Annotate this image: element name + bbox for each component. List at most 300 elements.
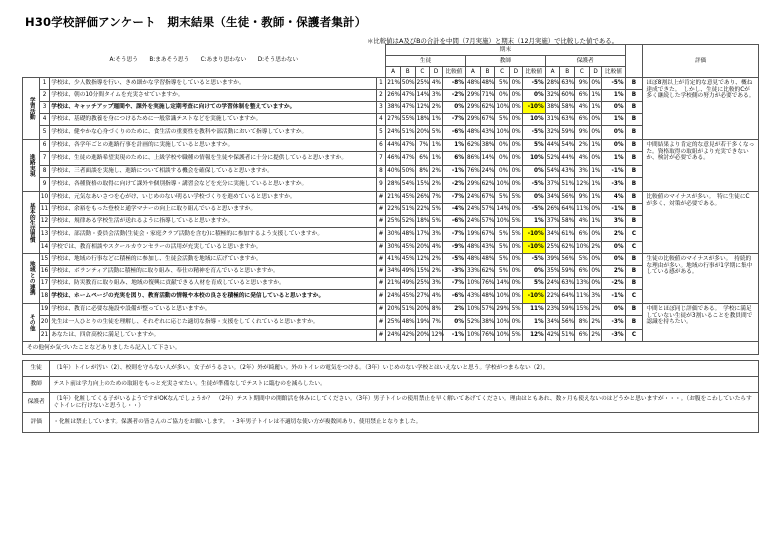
teacher-percent: 10% bbox=[495, 102, 510, 114]
teacher-percent: 48% bbox=[465, 242, 480, 254]
parent-percent: 39% bbox=[545, 254, 560, 266]
teacher-percent: 0% bbox=[510, 290, 523, 304]
teacher-percent: 24% bbox=[465, 192, 480, 204]
parent-percent: 0% bbox=[589, 114, 602, 126]
student-comparison: -4% bbox=[442, 204, 465, 216]
row-index: # bbox=[376, 204, 385, 216]
results-table bbox=[22, 44, 759, 433]
question-text: 学校は、各学年ごとの進路行事を計画的に実施していると思いますか。 bbox=[50, 140, 376, 152]
question-text: 学校は、朝の10分間タイムを充実させていますか。 bbox=[50, 90, 376, 102]
student-percent: 25% bbox=[386, 216, 401, 228]
teacher-percent: 0% bbox=[495, 166, 510, 178]
category-label: 基本的生活習慣 bbox=[23, 192, 40, 254]
parent-percent: 4% bbox=[575, 102, 590, 114]
student-percent: 2% bbox=[430, 166, 443, 178]
parent-percent: 0% bbox=[589, 266, 602, 278]
student-percent: 20% bbox=[415, 126, 430, 140]
parent-percent: 3% bbox=[589, 290, 602, 304]
teacher-percent: 29% bbox=[465, 102, 480, 114]
question-text: 学校は、防災教育に取り組み、地域の復興に貢献できる人材を育成していると思いますか。 bbox=[50, 278, 376, 290]
student-percent: 5% bbox=[430, 126, 443, 140]
feedback-text: （1年）トイレが汚い（2）、校則を守らない人が多い。女子がうるさい。（2年）外が綺麗い。外のトイレの電気をつける。（3年）いじめのない学校とはいえないと思う。学校がつまらない（2）。 bbox=[50, 361, 759, 377]
parent-percent: 54% bbox=[560, 140, 575, 152]
row-index: # bbox=[376, 216, 385, 228]
parent-percent: 0% bbox=[589, 78, 602, 90]
teacher-percent: 19% bbox=[465, 228, 480, 242]
category-label: 学習活動 bbox=[23, 78, 40, 140]
teacher-percent: 0% bbox=[510, 166, 523, 178]
parent-comparison: 1% bbox=[602, 152, 625, 166]
parent-comparison: -1% bbox=[602, 204, 625, 216]
question-text: 学校は、基礎的教養を身につけるために一般常識テストなどを実施していますか。 bbox=[50, 114, 376, 126]
category-label: 進路実現 bbox=[23, 140, 40, 192]
evaluation-comment: 生徒の比較値のマイナスが多い。 持続的な理由が多い。地域の行事が1学期に集中している感がある。 bbox=[643, 254, 759, 304]
teacher-percent: 67% bbox=[480, 228, 495, 242]
student-percent: 51% bbox=[400, 304, 415, 316]
parent-percent: 8% bbox=[575, 316, 590, 330]
student-comparison: -7% bbox=[442, 114, 465, 126]
parent-percent: 32% bbox=[545, 90, 560, 102]
student-percent: 8% bbox=[415, 166, 430, 178]
student-percent: 12% bbox=[415, 254, 430, 266]
student-percent: 51% bbox=[400, 204, 415, 216]
teacher-percent: 14% bbox=[495, 204, 510, 216]
student-comparison: -1% bbox=[442, 330, 465, 342]
student-percent: 55% bbox=[400, 114, 415, 126]
grade-mark: B bbox=[625, 114, 643, 126]
student-percent: 42% bbox=[400, 330, 415, 342]
student-percent: 8% bbox=[430, 304, 443, 316]
question-text: 学校では、教育相談やスクールカウンセラーの活用が充実していると思いますか。 bbox=[50, 242, 376, 254]
teacher-comparison: -10% bbox=[522, 228, 545, 242]
parent-percent: 44% bbox=[560, 152, 575, 166]
teacher-comparison: 1% bbox=[522, 216, 545, 228]
student-comparison: -6% bbox=[442, 290, 465, 304]
teacher-percent: 14% bbox=[495, 278, 510, 290]
student-percent: 4% bbox=[430, 242, 443, 254]
parent-comparison: 0% bbox=[602, 242, 625, 254]
parent-percent: 6% bbox=[575, 114, 590, 126]
parent-percent: 9% bbox=[575, 192, 590, 204]
teacher-percent: 62% bbox=[480, 266, 495, 278]
student-percent: 45% bbox=[400, 290, 415, 304]
parent-percent: 1% bbox=[589, 192, 602, 204]
teacher-percent: 48% bbox=[480, 254, 495, 266]
col-header: C bbox=[415, 67, 430, 78]
student-percent: 40% bbox=[386, 166, 401, 178]
teacher-comparison: 0% bbox=[522, 166, 545, 178]
student-percent: 5% bbox=[430, 216, 443, 228]
parent-percent: 1% bbox=[589, 140, 602, 152]
parent-percent: 1% bbox=[589, 90, 602, 102]
teacher-percent: 62% bbox=[480, 178, 495, 192]
teacher-percent: 48% bbox=[480, 290, 495, 304]
teacher-percent: 29% bbox=[465, 178, 480, 192]
grade-mark: B bbox=[625, 102, 643, 114]
question-number: 5 bbox=[39, 126, 49, 140]
parent-percent: 56% bbox=[560, 192, 575, 204]
parent-comparison: 0% bbox=[602, 140, 625, 152]
teacher-comparison: 10% bbox=[522, 152, 545, 166]
parent-comparison: -3% bbox=[602, 330, 625, 342]
student-percent: 20% bbox=[386, 304, 401, 316]
grade-mark: B bbox=[625, 192, 643, 204]
row-index: 4 bbox=[376, 114, 385, 126]
question-number: 4 bbox=[39, 114, 49, 126]
student-percent: 18% bbox=[415, 114, 430, 126]
parent-percent: 31% bbox=[545, 114, 560, 126]
student-percent: 45% bbox=[400, 254, 415, 266]
page-title: H30学校評価アンケート 期末結果（生徒・教師・保護者集計） bbox=[25, 15, 367, 29]
student-percent: 30% bbox=[386, 242, 401, 254]
parent-percent: 59% bbox=[560, 126, 575, 140]
question-text: 学校は、規律ある学校生活が送れるように指導していると思いますか。 bbox=[50, 216, 376, 228]
student-percent: 12% bbox=[415, 102, 430, 114]
parent-percent: 10% bbox=[575, 242, 590, 254]
teacher-percent: 38% bbox=[480, 140, 495, 152]
parent-percent: 60% bbox=[560, 90, 575, 102]
student-percent: 15% bbox=[415, 178, 430, 192]
student-comparison: -2% bbox=[442, 90, 465, 102]
parent-percent: 23% bbox=[545, 304, 560, 316]
freeform-label: その他何か気づいたことなどありましたら記入して下さい。 bbox=[23, 342, 759, 355]
question-number: 1 bbox=[39, 78, 49, 90]
question-text: 学校は、元気なあいさつを心がけ、いじめのない明るい学校づくりを進めていると思いますか。 bbox=[50, 192, 376, 204]
student-percent: 41% bbox=[386, 254, 401, 266]
student-percent: 21% bbox=[386, 78, 401, 90]
parent-percent: 9% bbox=[575, 126, 590, 140]
student-percent: 12% bbox=[430, 330, 443, 342]
row-index: # bbox=[376, 304, 385, 316]
grade-mark: B bbox=[625, 278, 643, 290]
student-percent: 1% bbox=[430, 114, 443, 126]
teacher-percent: 10% bbox=[495, 178, 510, 192]
parent-comparison: 0% bbox=[602, 102, 625, 114]
student-comparison: -7% bbox=[442, 278, 465, 290]
grade-mark: C bbox=[625, 242, 643, 254]
student-comparison: 6% bbox=[442, 152, 465, 166]
question-number: 21 bbox=[39, 330, 49, 342]
student-comparison: -6% bbox=[442, 126, 465, 140]
teacher-percent: 57% bbox=[480, 204, 495, 216]
teacher-percent: 5% bbox=[495, 228, 510, 242]
eval-header: 評価 bbox=[643, 45, 759, 78]
student-percent: 25% bbox=[415, 278, 430, 290]
parent-percent: 11% bbox=[575, 204, 590, 216]
student-percent: 22% bbox=[415, 204, 430, 216]
answer-legend: A:そう思う B:まあそう思う C:あまり思わない D:そう思わない bbox=[23, 45, 386, 78]
teacher-comparison: 5% bbox=[522, 278, 545, 290]
question-text: 学校は、余裕をもった登校と通学マナーの向上に取り組んでいると思いますか。 bbox=[50, 204, 376, 216]
col-header: C bbox=[495, 67, 510, 78]
student-percent: 2% bbox=[430, 254, 443, 266]
feedback-row bbox=[23, 393, 759, 413]
student-comparison: -7% bbox=[442, 192, 465, 204]
parent-percent: 56% bbox=[560, 316, 575, 330]
teacher-percent: 10% bbox=[495, 316, 510, 330]
student-percent: 47% bbox=[400, 140, 415, 152]
teacher-percent: 5% bbox=[495, 254, 510, 266]
parent-percent: 51% bbox=[560, 178, 575, 192]
teacher-percent: 76% bbox=[465, 166, 480, 178]
table-row bbox=[23, 192, 759, 204]
student-percent: 3% bbox=[430, 90, 443, 102]
grade-mark: B bbox=[625, 78, 643, 90]
parent-comparison: 2% bbox=[602, 266, 625, 278]
teacher-comparison: -5% bbox=[522, 178, 545, 192]
student-percent: 7% bbox=[415, 140, 430, 152]
student-percent: 21% bbox=[386, 192, 401, 204]
parent-percent: 42% bbox=[545, 330, 560, 342]
question-text: 学校は、健やかな心身づくりのために、食生活の重要性を教科や部活動において指導していますか。 bbox=[50, 126, 376, 140]
grade-mark: B bbox=[625, 178, 643, 192]
parent-percent: 15% bbox=[575, 304, 590, 316]
question-text: 学校は、生徒の進路希望実現のために、上級学校や職種の情報を生徒や保護者に十分に提供していると思いますか。 bbox=[50, 152, 376, 166]
teacher-percent: 5% bbox=[510, 304, 523, 316]
grade-mark: B bbox=[625, 304, 643, 316]
student-percent: 25% bbox=[415, 78, 430, 90]
teacher-percent: 24% bbox=[480, 166, 495, 178]
grade-mark: B bbox=[625, 316, 643, 330]
parent-percent: 63% bbox=[560, 78, 575, 90]
parent-percent: 2% bbox=[575, 140, 590, 152]
feedback-row bbox=[23, 413, 759, 433]
student-percent: 4% bbox=[430, 290, 443, 304]
parent-percent: 56% bbox=[560, 254, 575, 266]
grade-mark: B bbox=[625, 152, 643, 166]
parent-percent: 24% bbox=[545, 278, 560, 290]
parent-percent: 61% bbox=[560, 228, 575, 242]
student-percent: 47% bbox=[400, 90, 415, 102]
student-percent: 48% bbox=[400, 316, 415, 330]
student-percent: 3% bbox=[430, 228, 443, 242]
teacher-percent: 76% bbox=[480, 330, 495, 342]
student-percent: 4% bbox=[430, 78, 443, 90]
question-number: 13 bbox=[39, 228, 49, 242]
teacher-comparison: -10% bbox=[522, 242, 545, 254]
question-number: 6 bbox=[39, 140, 49, 152]
parent-percent: 6% bbox=[575, 330, 590, 342]
parent-percent: 62% bbox=[560, 242, 575, 254]
student-comparison: -7% bbox=[442, 228, 465, 242]
question-text: 学校は、少人数指導を行い、きめ細かな学習指導をしていると思いますか。 bbox=[50, 78, 376, 90]
student-percent: 54% bbox=[400, 178, 415, 192]
question-number: 16 bbox=[39, 266, 49, 278]
col-header: C bbox=[575, 67, 590, 78]
col-header: 比較値 bbox=[442, 67, 465, 78]
student-comparison: -2% bbox=[442, 178, 465, 192]
parent-percent: 44% bbox=[545, 140, 560, 152]
parent-percent: 0% bbox=[589, 228, 602, 242]
student-percent: 22% bbox=[386, 204, 401, 216]
teacher-percent: 33% bbox=[465, 266, 480, 278]
parent-comparison: -1% bbox=[602, 290, 625, 304]
grade-mark: C bbox=[625, 290, 643, 304]
row-index: # bbox=[376, 266, 385, 278]
parent-percent: 37% bbox=[545, 178, 560, 192]
student-percent: 30% bbox=[386, 228, 401, 242]
parent-percent: 3% bbox=[575, 166, 590, 178]
parent-percent: 13% bbox=[575, 278, 590, 290]
teacher-percent: 0% bbox=[510, 242, 523, 254]
parent-percent: 54% bbox=[545, 166, 560, 178]
question-number: 15 bbox=[39, 254, 49, 266]
teacher-comparison: 0% bbox=[522, 90, 545, 102]
feedback-row bbox=[23, 377, 759, 393]
parent-percent: 52% bbox=[545, 152, 560, 166]
evaluation-comment: 中間とほぼ同じ評価である。 学校に満足していない生徒が3割いることを教員間で認識を持ちたい。 bbox=[643, 304, 759, 342]
teacher-percent: 48% bbox=[480, 78, 495, 90]
teacher-percent: 0% bbox=[510, 126, 523, 140]
parent-comparison: 3% bbox=[602, 216, 625, 228]
student-percent: 1% bbox=[430, 140, 443, 152]
student-percent: 49% bbox=[400, 266, 415, 278]
col-header: B bbox=[400, 67, 415, 78]
parent-comparison: -2% bbox=[602, 278, 625, 290]
student-percent: 15% bbox=[415, 266, 430, 278]
student-percent: 6% bbox=[415, 152, 430, 166]
question-text: 先生は一人ひとりの生徒を理解し、それぞれに応じた適切な指導・支援をしてくれていると思いますか。 bbox=[50, 316, 376, 330]
parent-percent: 26% bbox=[545, 204, 560, 216]
question-number: 7 bbox=[39, 152, 49, 166]
col-header: B bbox=[560, 67, 575, 78]
table-row bbox=[23, 254, 759, 266]
teacher-comparison: -10% bbox=[522, 102, 545, 114]
student-percent: 2% bbox=[430, 102, 443, 114]
teacher-comparison: -10% bbox=[522, 290, 545, 304]
teacher-percent: 0% bbox=[495, 90, 510, 102]
teacher-percent: 57% bbox=[480, 216, 495, 228]
parent-comparison: 1% bbox=[602, 114, 625, 126]
parent-percent: 2% bbox=[589, 304, 602, 316]
row-index: 9 bbox=[376, 178, 385, 192]
student-percent: 1% bbox=[430, 152, 443, 166]
teacher-percent: 0% bbox=[510, 102, 523, 114]
parent-comparison: -3% bbox=[602, 178, 625, 192]
group-header-parent: 保護者 bbox=[545, 56, 625, 67]
teacher-percent: 5% bbox=[510, 216, 523, 228]
question-text: 学校は、教育に必要な施設や設備が整っていると思いますか。 bbox=[50, 304, 376, 316]
table-row bbox=[23, 304, 759, 316]
row-index: # bbox=[376, 278, 385, 290]
parent-percent: 1% bbox=[589, 216, 602, 228]
teacher-comparison: 5% bbox=[522, 140, 545, 152]
student-comparison: -3% bbox=[442, 266, 465, 278]
row-index: # bbox=[376, 316, 385, 330]
parent-percent: 5% bbox=[575, 254, 590, 266]
parent-percent: 0% bbox=[589, 254, 602, 266]
parent-percent: 63% bbox=[560, 114, 575, 126]
feedback-label: 生徒 bbox=[23, 361, 50, 377]
teacher-percent: 5% bbox=[510, 192, 523, 204]
teacher-comparison: 11% bbox=[522, 304, 545, 316]
parent-comparison: 0% bbox=[602, 304, 625, 316]
parent-percent: 22% bbox=[545, 290, 560, 304]
student-percent: 20% bbox=[415, 242, 430, 254]
parent-percent: 0% bbox=[589, 204, 602, 216]
feedback-label: 評価 bbox=[23, 413, 50, 433]
teacher-percent: 5% bbox=[510, 228, 523, 242]
student-percent: 26% bbox=[386, 90, 401, 102]
teacher-percent: 48% bbox=[465, 254, 480, 266]
parent-percent: 37% bbox=[545, 216, 560, 228]
grade-mark: B bbox=[625, 140, 643, 152]
teacher-percent: 71% bbox=[480, 90, 495, 102]
parent-percent: 2% bbox=[589, 242, 602, 254]
group-header-student: 生徒 bbox=[386, 56, 466, 67]
student-percent: 48% bbox=[400, 228, 415, 242]
col-header: A bbox=[386, 67, 401, 78]
parent-percent: 6% bbox=[575, 228, 590, 242]
student-percent: 24% bbox=[386, 290, 401, 304]
parent-percent: 34% bbox=[545, 228, 560, 242]
teacher-percent: 0% bbox=[510, 316, 523, 330]
evaluation-comment: 中間結果より肯定的な意見が若干多くなった。資格取得の取組がより充実できないか、検討が必要である。 bbox=[643, 140, 759, 192]
grade-mark: B bbox=[625, 90, 643, 102]
student-comparison: -5% bbox=[442, 254, 465, 266]
question-text: 学校は、三者面談を実施し、進路について相談する機会を確保していると思いますか。 bbox=[50, 166, 376, 178]
student-percent: 24% bbox=[386, 126, 401, 140]
grade-header bbox=[625, 45, 643, 78]
student-percent: 26% bbox=[415, 192, 430, 204]
parent-percent: 1% bbox=[589, 166, 602, 178]
teacher-percent: 0% bbox=[510, 78, 523, 90]
table-row bbox=[23, 140, 759, 152]
grade-mark: B bbox=[625, 204, 643, 216]
teacher-percent: 62% bbox=[480, 102, 495, 114]
teacher-percent: 5% bbox=[495, 192, 510, 204]
question-text: 学校は、各種資格の取得に向けて課外や個別指導・講習会などを充分に実施していると思いますか。 bbox=[50, 178, 376, 192]
question-number: 11 bbox=[39, 204, 49, 216]
student-comparison: -8% bbox=[442, 78, 465, 90]
question-number: 2 bbox=[39, 90, 49, 102]
teacher-comparison: 10% bbox=[522, 114, 545, 126]
question-text: あなたは、四倉高校に満足していますか。 bbox=[50, 330, 376, 342]
parent-percent: 0% bbox=[589, 126, 602, 140]
group-header-teacher: 教師 bbox=[465, 56, 545, 67]
parent-comparison: 0% bbox=[602, 126, 625, 140]
student-percent: 17% bbox=[415, 228, 430, 242]
parent-percent: 34% bbox=[545, 316, 560, 330]
teacher-comparison: -5% bbox=[522, 254, 545, 266]
parent-percent: 64% bbox=[560, 290, 575, 304]
row-index: 2 bbox=[376, 90, 385, 102]
teacher-percent: 10% bbox=[465, 278, 480, 290]
student-percent: 45% bbox=[400, 192, 415, 204]
student-percent: 7% bbox=[430, 192, 443, 204]
teacher-percent: 62% bbox=[465, 140, 480, 152]
teacher-percent: 0% bbox=[510, 152, 523, 166]
row-index: 5 bbox=[376, 126, 385, 140]
student-percent: 14% bbox=[415, 90, 430, 102]
parent-comparison: 1% bbox=[602, 90, 625, 102]
teacher-percent: 43% bbox=[480, 242, 495, 254]
question-number: 12 bbox=[39, 216, 49, 228]
feedback-text: テスト前は学力向上のための取組をもっと充実させたい。生徒が準備なしでテストに臨むのを減らしたい。 bbox=[50, 377, 759, 393]
row-index: # bbox=[376, 228, 385, 242]
teacher-percent: 0% bbox=[510, 140, 523, 152]
student-percent: 28% bbox=[386, 178, 401, 192]
parent-percent: 28% bbox=[545, 78, 560, 90]
teacher-percent: 48% bbox=[465, 126, 480, 140]
grade-mark: B bbox=[625, 126, 643, 140]
parent-percent: 59% bbox=[560, 266, 575, 278]
student-percent: 38% bbox=[386, 102, 401, 114]
teacher-comparison: 12% bbox=[522, 330, 545, 342]
student-percent: 50% bbox=[400, 78, 415, 90]
parent-percent: 25% bbox=[545, 242, 560, 254]
student-percent: 2% bbox=[430, 266, 443, 278]
